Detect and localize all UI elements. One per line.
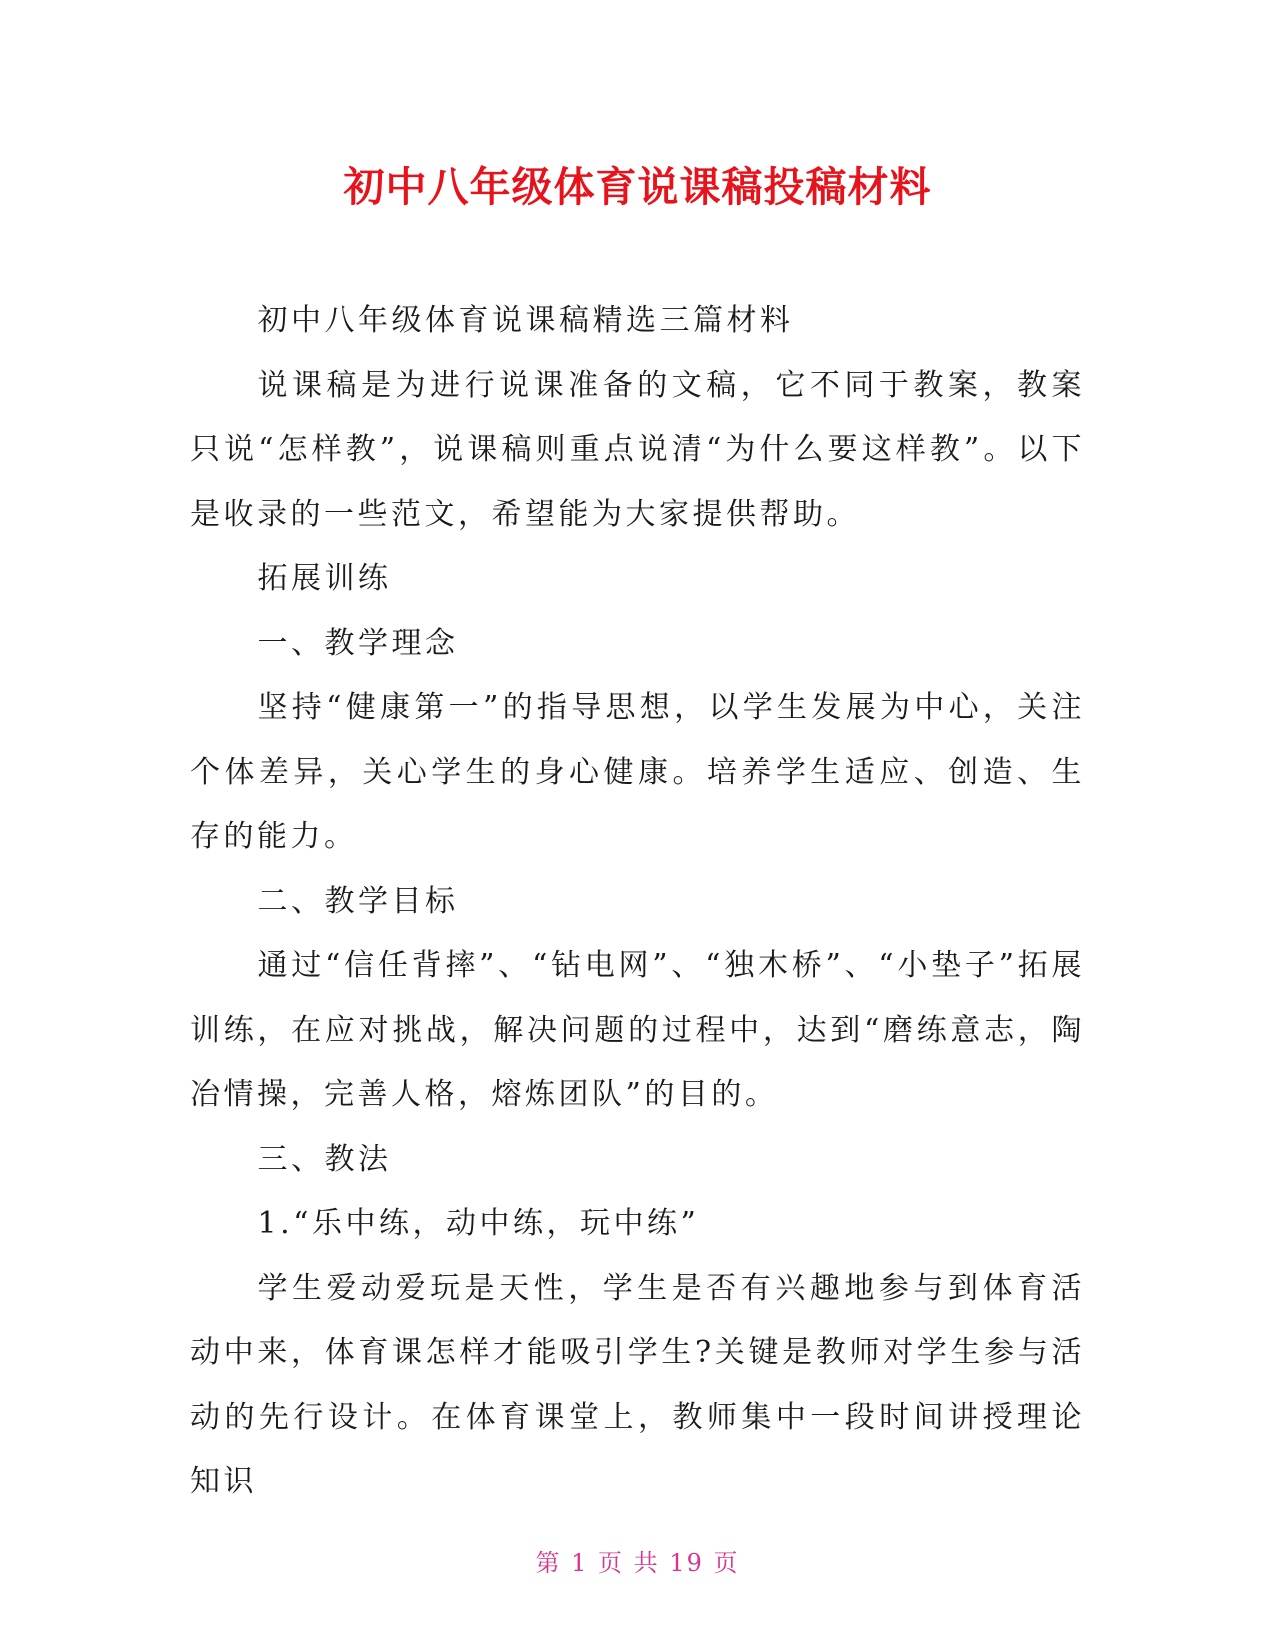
document-title: 初中八年级体育说课稿投稿材料 [343, 163, 932, 211]
paragraph-intro: 说课稿是为进行说课准备的文稿，它不同于教案，教案只说“怎样教”，说课稿则重点说清“为什么要这样教”。以下是收录的一些范文，希望能为大家提供帮助。 [190, 367, 1085, 532]
paragraph-teaching-concept: 坚持“健康第一”的指导思想，以学生发展为中心，关注个体差异，关心学生的身心健康。培养学生适应、创造、生存的能力。 [190, 690, 1085, 854]
footer-current-page: 1 [571, 1549, 589, 1577]
page-footer [0, 1543, 1275, 1578]
paragraph-heading-teaching-method: 三、教法 [257, 1141, 392, 1177]
paragraph-method-item-1: 1.“乐中练，动中练，玩中练” [257, 1206, 700, 1241]
document-body [190, 289, 1085, 1515]
paragraph-method-body: 学生爱动爱玩是天性，学生是否有兴趣地参与到体育活动中来，体育课怎样才能吸引学生?关键是教师对学生参与活动的先行设计。在体育课堂上，教师集中一段时间讲授理论知识 [190, 1270, 1085, 1499]
paragraph-heading-teaching-concept: 一、教学理念 [257, 625, 459, 661]
paragraph-subtitle: 初中八年级体育说课稿精选三篇材料 [257, 303, 794, 338]
paragraph-section-heading: 拓展训练 [257, 561, 392, 596]
paragraph-teaching-goals: 通过“信任背摔”、“钻电网”、“独木桥”、“小垫子”拓展训练，在应对挑战，解决问题的过程中，达到“磨练意志，陶冶情操，完善人格，熔炼团队”的目的。 [190, 948, 1085, 1112]
footer-middle: 页 共 [598, 1549, 660, 1577]
footer-prefix: 第 [535, 1549, 562, 1577]
footer-suffix: 页 [713, 1549, 740, 1577]
footer-total-pages: 19 [669, 1549, 704, 1577]
paragraph-heading-teaching-goals: 二、教学目标 [257, 883, 459, 919]
